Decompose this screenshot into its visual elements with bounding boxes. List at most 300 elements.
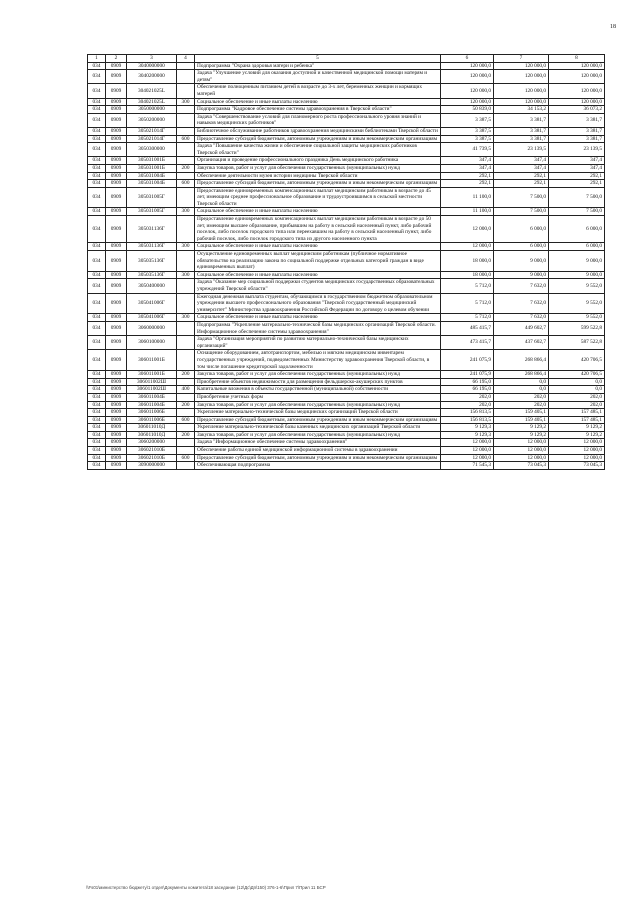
cell-expense-type: 300	[177, 271, 195, 279]
cell-name: Задача "Улучшение условий для оказания доступной и качественной медицинской помощи матерям и детям"	[195, 70, 441, 84]
cell-amount-year2: 120 000,0	[494, 98, 549, 106]
cell-ministry-code: 034	[88, 157, 106, 165]
cell-section-code: 0909	[106, 187, 127, 208]
cell-amount-year1: 71 545,3	[441, 462, 494, 470]
table-row	[88, 386, 605, 394]
cell-amount-year1: 12 000,0	[441, 216, 494, 243]
cell-ministry-code: 034	[88, 180, 106, 188]
cell-name: Организация и проведение профессионального праздника День медицинского работника	[195, 157, 441, 165]
cell-amount-year1: 41 739,5	[441, 143, 494, 157]
cell-amount-year2: 120 000,0	[494, 70, 549, 84]
cell-ministry-code: 034	[88, 113, 106, 127]
cell-amount-year1: 5 712,0	[441, 279, 494, 293]
table-row	[88, 243, 605, 251]
cell-section-code: 0909	[106, 431, 127, 439]
cell-target-article: 3060200000	[127, 439, 177, 447]
cell-amount-year1: 473 415,7	[441, 336, 494, 350]
cell-section-code: 0909	[106, 314, 127, 322]
cell-amount-year1: 12 000,0	[441, 243, 494, 251]
cell-section-code: 0909	[106, 386, 127, 394]
cell-section-code: 0909	[106, 371, 127, 379]
cell-amount-year3: 9 552,0	[549, 293, 605, 314]
cell-amount-year2: 202,0	[494, 401, 549, 409]
cell-expense-type	[177, 70, 195, 84]
cell-section-code: 0909	[106, 157, 127, 165]
cell-ministry-code: 034	[88, 98, 106, 106]
cell-section-code: 0909	[106, 172, 127, 180]
cell-expense-type	[177, 409, 195, 417]
cell-expense-type: 300	[177, 314, 195, 322]
cell-amount-year2: 268 866,4	[494, 371, 549, 379]
cell-amount-year2: 120 000,0	[494, 62, 549, 70]
table-row	[88, 393, 605, 401]
cell-amount-year1: 156 813,5	[441, 416, 494, 424]
cell-name: Предоставление единовременных компенсационных выплат медицинским работникам в возрасте до 50 лет, имеющим высшее образование, прибывшим на работу в сельский населенный пункт, либо рабочий поселок, либо поселок городского типа или переехавшим на работу в сельский населенный пункт, либо рабочий поселок, либо поселок городского типа из другого населенного пункта	[195, 216, 441, 243]
table-row	[88, 208, 605, 216]
cell-amount-year1: 120 000,0	[441, 62, 494, 70]
cell-name: Задача "Повышение качества жизни и обеспечение социальной защиты медицинских работников Тверской области"	[195, 143, 441, 157]
cell-target-article: 3050000000	[127, 106, 177, 114]
cell-amount-year2: 12 000,0	[494, 439, 549, 447]
cell-amount-year2: 7 632,0	[494, 293, 549, 314]
cell-ministry-code: 034	[88, 439, 106, 447]
cell-expense-type	[177, 424, 195, 432]
cell-name: Предоставление субсидий бюджетным, автономным учреждениям и иным некоммерческим организациям	[195, 135, 441, 143]
cell-amount-year3: 292,1	[549, 172, 605, 180]
table-row	[88, 180, 605, 188]
cell-ministry-code: 034	[88, 386, 106, 394]
cell-ministry-code: 034	[88, 208, 106, 216]
table-row	[88, 172, 605, 180]
cell-amount-year1: 9 129,3	[441, 424, 494, 432]
cell-amount-year3: 12 000,0	[549, 447, 605, 455]
column-number-header: 5	[195, 55, 441, 63]
cell-amount-year1: 12 000,0	[441, 454, 494, 462]
cell-amount-year2: 6 000,0	[494, 243, 549, 251]
column-number-header: 6	[441, 55, 494, 63]
cell-target-article: 3050200000	[127, 113, 177, 127]
cell-expense-type	[177, 279, 195, 293]
cell-expense-type	[177, 251, 195, 272]
cell-section-code: 0909	[106, 279, 127, 293]
cell-section-code: 0909	[106, 350, 127, 371]
cell-ministry-code: 034	[88, 378, 106, 386]
cell-expense-type	[177, 84, 195, 98]
cell-target-article: 306011004Б	[127, 401, 177, 409]
cell-section-code: 0909	[106, 336, 127, 350]
cell-ministry-code: 034	[88, 62, 106, 70]
cell-expense-type	[177, 62, 195, 70]
cell-amount-year2: 347,4	[494, 164, 549, 172]
cell-ministry-code: 034	[88, 271, 106, 279]
cell-amount-year3: 347,4	[549, 157, 605, 165]
cell-section-code: 0909	[106, 216, 127, 243]
cell-section-code: 0909	[106, 208, 127, 216]
cell-expense-type: 600	[177, 454, 195, 462]
table-row	[88, 187, 605, 208]
cell-amount-year2: 437 602,7	[494, 336, 549, 350]
cell-amount-year2: 3 381,7	[494, 127, 549, 135]
table-row	[88, 98, 605, 106]
cell-ministry-code: 034	[88, 243, 106, 251]
cell-amount-year1: 120 000,0	[441, 84, 494, 98]
cell-target-article: 305031001Б	[127, 164, 177, 172]
cell-amount-year1: 66 195,0	[441, 386, 494, 394]
cell-name: Закупка товаров, работ и услуг для обеспечения государственных (муниципальных) нужд	[195, 431, 441, 439]
cell-amount-year2: 159 405,1	[494, 416, 549, 424]
cell-amount-year1: 347,4	[441, 164, 494, 172]
cell-ministry-code: 034	[88, 70, 106, 84]
cell-target-article: 3060000000	[127, 321, 177, 335]
cell-amount-year3: 9 552,0	[549, 314, 605, 322]
table-row	[88, 127, 605, 135]
cell-name: Социальное обеспечение и иные выплаты населению	[195, 243, 441, 251]
cell-expense-type: 300	[177, 243, 195, 251]
cell-name: Обеспечение работы единой медицинской информационной системы в здравоохранении	[195, 447, 441, 455]
cell-expense-type: 200	[177, 371, 195, 379]
cell-target-article: 306011001Б	[127, 350, 177, 371]
cell-target-article: 306021010Б	[127, 454, 177, 462]
cell-amount-year1: 11 100,0	[441, 187, 494, 208]
cell-name: Предоставление единовременных компенсационных выплат медицинским работникам в возрасте до 45 лет, имеющим среднее профессиональное образование и трудоустроившимся в сельской местности Тверской области	[195, 187, 441, 208]
cell-target-article: 305031136Г	[127, 216, 177, 243]
cell-name: Ежегодная денежная выплата студентам, обучающимся в государственном бюджетном образовательном учреждении высшего профессионального образования "Тверской государственный медицинский университет" Министерства здравоохранения Российской Федерации по договору о целевом обучении	[195, 293, 441, 314]
cell-expense-type: 600	[177, 416, 195, 424]
cell-section-code: 0909	[106, 454, 127, 462]
table-row	[88, 409, 605, 417]
cell-amount-year2: 12 000,0	[494, 454, 549, 462]
cell-section-code: 0909	[106, 243, 127, 251]
cell-ministry-code: 034	[88, 293, 106, 314]
cell-expense-type	[177, 113, 195, 127]
cell-amount-year2: 3 381,7	[494, 135, 549, 143]
cell-section-code: 0909	[106, 84, 127, 98]
cell-amount-year1: 347,4	[441, 157, 494, 165]
cell-section-code: 0909	[106, 164, 127, 172]
cell-ministry-code: 034	[88, 409, 106, 417]
cell-ministry-code: 034	[88, 431, 106, 439]
cell-amount-year3: 36 073,2	[549, 106, 605, 114]
cell-amount-year2: 7 500,0	[494, 187, 549, 208]
cell-amount-year3: 7 500,0	[549, 187, 605, 208]
cell-target-article: 305021014Г	[127, 135, 177, 143]
cell-section-code: 0909	[106, 62, 127, 70]
cell-expense-type: 300	[177, 98, 195, 106]
cell-section-code: 0909	[106, 416, 127, 424]
cell-amount-year2: 3 381,7	[494, 113, 549, 127]
cell-amount-year2: 347,4	[494, 157, 549, 165]
cell-expense-type	[177, 321, 195, 335]
cell-target-article: 305031001Б	[127, 157, 177, 165]
cell-amount-year3: 120 000,0	[549, 84, 605, 98]
cell-section-code: 0909	[106, 424, 127, 432]
table-row	[88, 416, 605, 424]
cell-amount-year3: 202,0	[549, 401, 605, 409]
cell-expense-type	[177, 187, 195, 208]
cell-name: Библиотечное обслуживание работников здравоохранения медицинскими библиотеками Тверской области	[195, 127, 441, 135]
cell-section-code: 0909	[106, 293, 127, 314]
table-row	[88, 62, 605, 70]
cell-section-code: 0909	[106, 378, 127, 386]
cell-expense-type	[177, 447, 195, 455]
cell-amount-year1: 120 000,0	[441, 70, 494, 84]
cell-amount-year2: 73 045,3	[494, 462, 549, 470]
cell-expense-type	[177, 336, 195, 350]
footer-file-path: \\Fs01\министерство бюджету\1 отдел\Документы комитета\18 заседание (12\Дс\Дп\150) 376-1-6\Прил 7\Прил 11 БСР	[86, 885, 326, 890]
cell-amount-year2: 9 129,2	[494, 431, 549, 439]
cell-section-code: 0909	[106, 409, 127, 417]
cell-amount-year1: 18 000,0	[441, 271, 494, 279]
cell-target-article: 305031136Г	[127, 243, 177, 251]
cell-section-code: 0909	[106, 143, 127, 157]
cell-amount-year1: 292,1	[441, 172, 494, 180]
cell-expense-type: 300	[177, 208, 195, 216]
cell-target-article: 305035136Г	[127, 251, 177, 272]
cell-amount-year3: 0,0	[549, 386, 605, 394]
table-row	[88, 447, 605, 455]
cell-name: Задача "Информационное обеспечение системы здравоохранения"	[195, 439, 441, 447]
cell-expense-type	[177, 127, 195, 135]
cell-name: Укрепление материально-технической базы казенных медицинских организаций Тверской области	[195, 424, 441, 432]
cell-amount-year2: 7 500,0	[494, 208, 549, 216]
table-row	[88, 84, 605, 98]
cell-name: Подпрограмма "Охрана здоровья матери и ребенка"	[195, 62, 441, 70]
cell-amount-year2: 292,1	[494, 180, 549, 188]
cell-amount-year2: 23 139,5	[494, 143, 549, 157]
cell-ministry-code: 034	[88, 416, 106, 424]
cell-expense-type	[177, 143, 195, 157]
cell-section-code: 0909	[106, 135, 127, 143]
cell-amount-year2: 7 632,0	[494, 279, 549, 293]
cell-amount-year3: 3 381,7	[549, 127, 605, 135]
cell-name: Задача "Оказание мер социальной поддержки студентов медицинских государственных образовательных учреждений Тверской области"	[195, 279, 441, 293]
table-row	[88, 113, 605, 127]
cell-target-article: 3060100000	[127, 336, 177, 350]
cell-name: Социальное обеспечение и иные выплаты населению	[195, 208, 441, 216]
cell-amount-year1: 241 075,9	[441, 350, 494, 371]
cell-amount-year3: 120 000,0	[549, 70, 605, 84]
cell-amount-year2: 159 405,1	[494, 409, 549, 417]
cell-ministry-code: 034	[88, 164, 106, 172]
cell-amount-year2: 34 153,2	[494, 106, 549, 114]
cell-section-code: 0909	[106, 401, 127, 409]
cell-name: Социальное обеспечение и иные выплаты населению	[195, 314, 441, 322]
cell-name: Капитальные вложения в объекты государственной (муниципальной) собственности	[195, 386, 441, 394]
cell-ministry-code: 034	[88, 127, 106, 135]
cell-amount-year1: 3 387,5	[441, 135, 494, 143]
cell-amount-year1: 5 712,0	[441, 314, 494, 322]
cell-name: Задача "Организация мероприятий по развитию материально-технической базы медицинских организаций"	[195, 336, 441, 350]
cell-amount-year2: 449 602,7	[494, 321, 549, 335]
cell-target-article: 3040200000	[127, 70, 177, 84]
column-number-header: 2	[106, 55, 127, 63]
cell-target-article: 3050300000	[127, 143, 177, 157]
cell-target-article: 305035136Г	[127, 271, 177, 279]
cell-amount-year3: 3 381,7	[549, 135, 605, 143]
cell-amount-year2: 292,1	[494, 172, 549, 180]
table-row	[88, 336, 605, 350]
cell-target-article: 306011010Д	[127, 424, 177, 432]
cell-ministry-code: 034	[88, 447, 106, 455]
cell-name: Подпрограмма "Кадровое обеспечение системы здравоохранения в Тверской области"	[195, 106, 441, 114]
cell-name: Оснащение оборудованием, автотранспортом, мебелью и мягким медицинским инвентарем государственных учреждений, подведомственных Министерству здравоохранения Тверской области, в том числе погашение кредиторской задолженности	[195, 350, 441, 371]
cell-amount-year3: 9 000,0	[549, 251, 605, 272]
cell-amount-year3: 73 045,3	[549, 462, 605, 470]
cell-target-article: 306011002Ш	[127, 386, 177, 394]
column-number-header: 7	[494, 55, 549, 63]
cell-amount-year3: 23 139,5	[549, 143, 605, 157]
cell-amount-year1: 3 387,5	[441, 127, 494, 135]
cell-amount-year3: 0,0	[549, 378, 605, 386]
cell-amount-year3: 202,0	[549, 393, 605, 401]
cell-target-article: 306011010Д	[127, 431, 177, 439]
page-number: 18	[610, 24, 616, 30]
cell-amount-year2: 202,0	[494, 393, 549, 401]
table-header-row	[88, 55, 605, 63]
cell-amount-year1: 202,0	[441, 393, 494, 401]
cell-expense-type	[177, 439, 195, 447]
table-row	[88, 143, 605, 157]
cell-ministry-code: 034	[88, 279, 106, 293]
cell-amount-year3: 3 381,7	[549, 113, 605, 127]
cell-section-code: 0909	[106, 106, 127, 114]
cell-expense-type: 600	[177, 135, 195, 143]
cell-name: Социальное обеспечение и иные выплаты населению	[195, 98, 441, 106]
cell-ministry-code: 034	[88, 135, 106, 143]
table-row	[88, 157, 605, 165]
cell-name: Задача "Совершенствование условий для планомерного роста профессионального уровня знаний и навыков медицинских работников"	[195, 113, 441, 127]
cell-target-article: 305031005Г	[127, 208, 177, 216]
cell-amount-year3: 157 485,1	[549, 416, 605, 424]
cell-amount-year3: 9 552,0	[549, 279, 605, 293]
table-row	[88, 454, 605, 462]
cell-section-code: 0909	[106, 447, 127, 455]
cell-target-article: 305031005Г	[127, 187, 177, 208]
cell-amount-year2: 0,0	[494, 378, 549, 386]
table-row	[88, 70, 605, 84]
table-row	[88, 401, 605, 409]
cell-amount-year3: 587 522,8	[549, 336, 605, 350]
cell-amount-year1: 120 000,0	[441, 98, 494, 106]
table-row	[88, 439, 605, 447]
cell-target-article: 306011006Б	[127, 416, 177, 424]
table-row	[88, 293, 605, 314]
cell-name: Подпрограмма "Укрепление материально-технической базы медицинских организаций Тверской области. Информационное обеспечение системы здравоохранения"	[195, 321, 441, 335]
cell-name: Обеспечение деятельности музея истории медицины Тверской области	[195, 172, 441, 180]
cell-amount-year1: 9 129,3	[441, 431, 494, 439]
cell-name: Закупка товаров, работ и услуг для обеспечения государственных (муниципальных) нужд	[195, 401, 441, 409]
cell-amount-year1: 66 195,0	[441, 378, 494, 386]
cell-name: Предоставление субсидий бюджетным, автономным учреждениям и иным некоммерческим организациям	[195, 416, 441, 424]
cell-ministry-code: 034	[88, 454, 106, 462]
cell-name: Приобретение учетных форм	[195, 393, 441, 401]
cell-section-code: 0909	[106, 251, 127, 272]
cell-expense-type	[177, 378, 195, 386]
cell-name: Закупка товаров, работ и услуг для обеспечения государственных (муниципальных) нужд	[195, 371, 441, 379]
cell-amount-year1: 50 839,0	[441, 106, 494, 114]
cell-amount-year1: 5 712,0	[441, 293, 494, 314]
table-row	[88, 350, 605, 371]
table-row	[88, 216, 605, 243]
cell-amount-year3: 347,4	[549, 164, 605, 172]
cell-amount-year2: 9 129,2	[494, 424, 549, 432]
cell-target-article: 306011002Ш	[127, 378, 177, 386]
cell-target-article: 304021025L	[127, 98, 177, 106]
cell-expense-type: 600	[177, 180, 195, 188]
table-row	[88, 431, 605, 439]
cell-name: Приобретение объектов недвижимости для размещения фельдшерско-акушерских пунктов	[195, 378, 441, 386]
cell-amount-year3: 12 000,0	[549, 454, 605, 462]
cell-ministry-code: 034	[88, 321, 106, 335]
cell-target-article: 306021010Б	[127, 447, 177, 455]
cell-ministry-code: 034	[88, 462, 106, 470]
cell-ministry-code: 034	[88, 172, 106, 180]
column-number-header: 1	[88, 55, 106, 63]
cell-amount-year2: 6 000,0	[494, 216, 549, 243]
cell-amount-year2: 12 000,0	[494, 447, 549, 455]
cell-amount-year3: 9 129,2	[549, 431, 605, 439]
cell-expense-type: 400	[177, 386, 195, 394]
cell-section-code: 0909	[106, 271, 127, 279]
cell-amount-year1: 292,1	[441, 180, 494, 188]
cell-name: Укрепление материально-технической базы медицинских организаций Тверской области	[195, 409, 441, 417]
column-number-header: 8	[549, 55, 605, 63]
table-row	[88, 378, 605, 386]
table-row	[88, 271, 605, 279]
cell-amount-year1: 156 813,5	[441, 409, 494, 417]
cell-ministry-code: 034	[88, 371, 106, 379]
cell-amount-year1: 485 415,7	[441, 321, 494, 335]
cell-section-code: 0909	[106, 98, 127, 106]
table-row	[88, 321, 605, 335]
cell-ministry-code: 034	[88, 187, 106, 208]
cell-amount-year3: 7 500,0	[549, 208, 605, 216]
cell-amount-year1: 241 075,9	[441, 371, 494, 379]
cell-amount-year2: 7 632,0	[494, 314, 549, 322]
table-row	[88, 279, 605, 293]
cell-target-article: 305041006Г	[127, 314, 177, 322]
cell-amount-year3: 420 706,5	[549, 350, 605, 371]
cell-expense-type	[177, 172, 195, 180]
cell-section-code: 0909	[106, 113, 127, 127]
column-number-header: 3	[127, 55, 177, 63]
cell-name: Предоставление субсидий бюджетным, автономным учреждениям и иным некоммерческим организациям	[195, 180, 441, 188]
cell-amount-year1: 3 387,5	[441, 113, 494, 127]
cell-target-article: 3050400000	[127, 279, 177, 293]
table-row	[88, 135, 605, 143]
cell-target-article: 304021025L	[127, 84, 177, 98]
table-row	[88, 314, 605, 322]
cell-ministry-code: 034	[88, 143, 106, 157]
cell-amount-year1: 12 000,0	[441, 439, 494, 447]
cell-expense-type	[177, 216, 195, 243]
cell-ministry-code: 034	[88, 216, 106, 243]
cell-ministry-code: 034	[88, 251, 106, 272]
cell-amount-year2: 9 000,0	[494, 251, 549, 272]
cell-target-article: 305041006Г	[127, 293, 177, 314]
cell-amount-year1: 18 000,0	[441, 251, 494, 272]
column-number-header: 4	[177, 55, 195, 63]
cell-amount-year3: 157 485,1	[549, 409, 605, 417]
cell-section-code: 0909	[106, 393, 127, 401]
cell-section-code: 0909	[106, 321, 127, 335]
cell-target-article: 305031004Б	[127, 172, 177, 180]
cell-ministry-code: 034	[88, 350, 106, 371]
cell-expense-type: 200	[177, 401, 195, 409]
table-row	[88, 462, 605, 470]
cell-target-article: 305021014Г	[127, 127, 177, 135]
cell-target-article: 3090000000	[127, 462, 177, 470]
